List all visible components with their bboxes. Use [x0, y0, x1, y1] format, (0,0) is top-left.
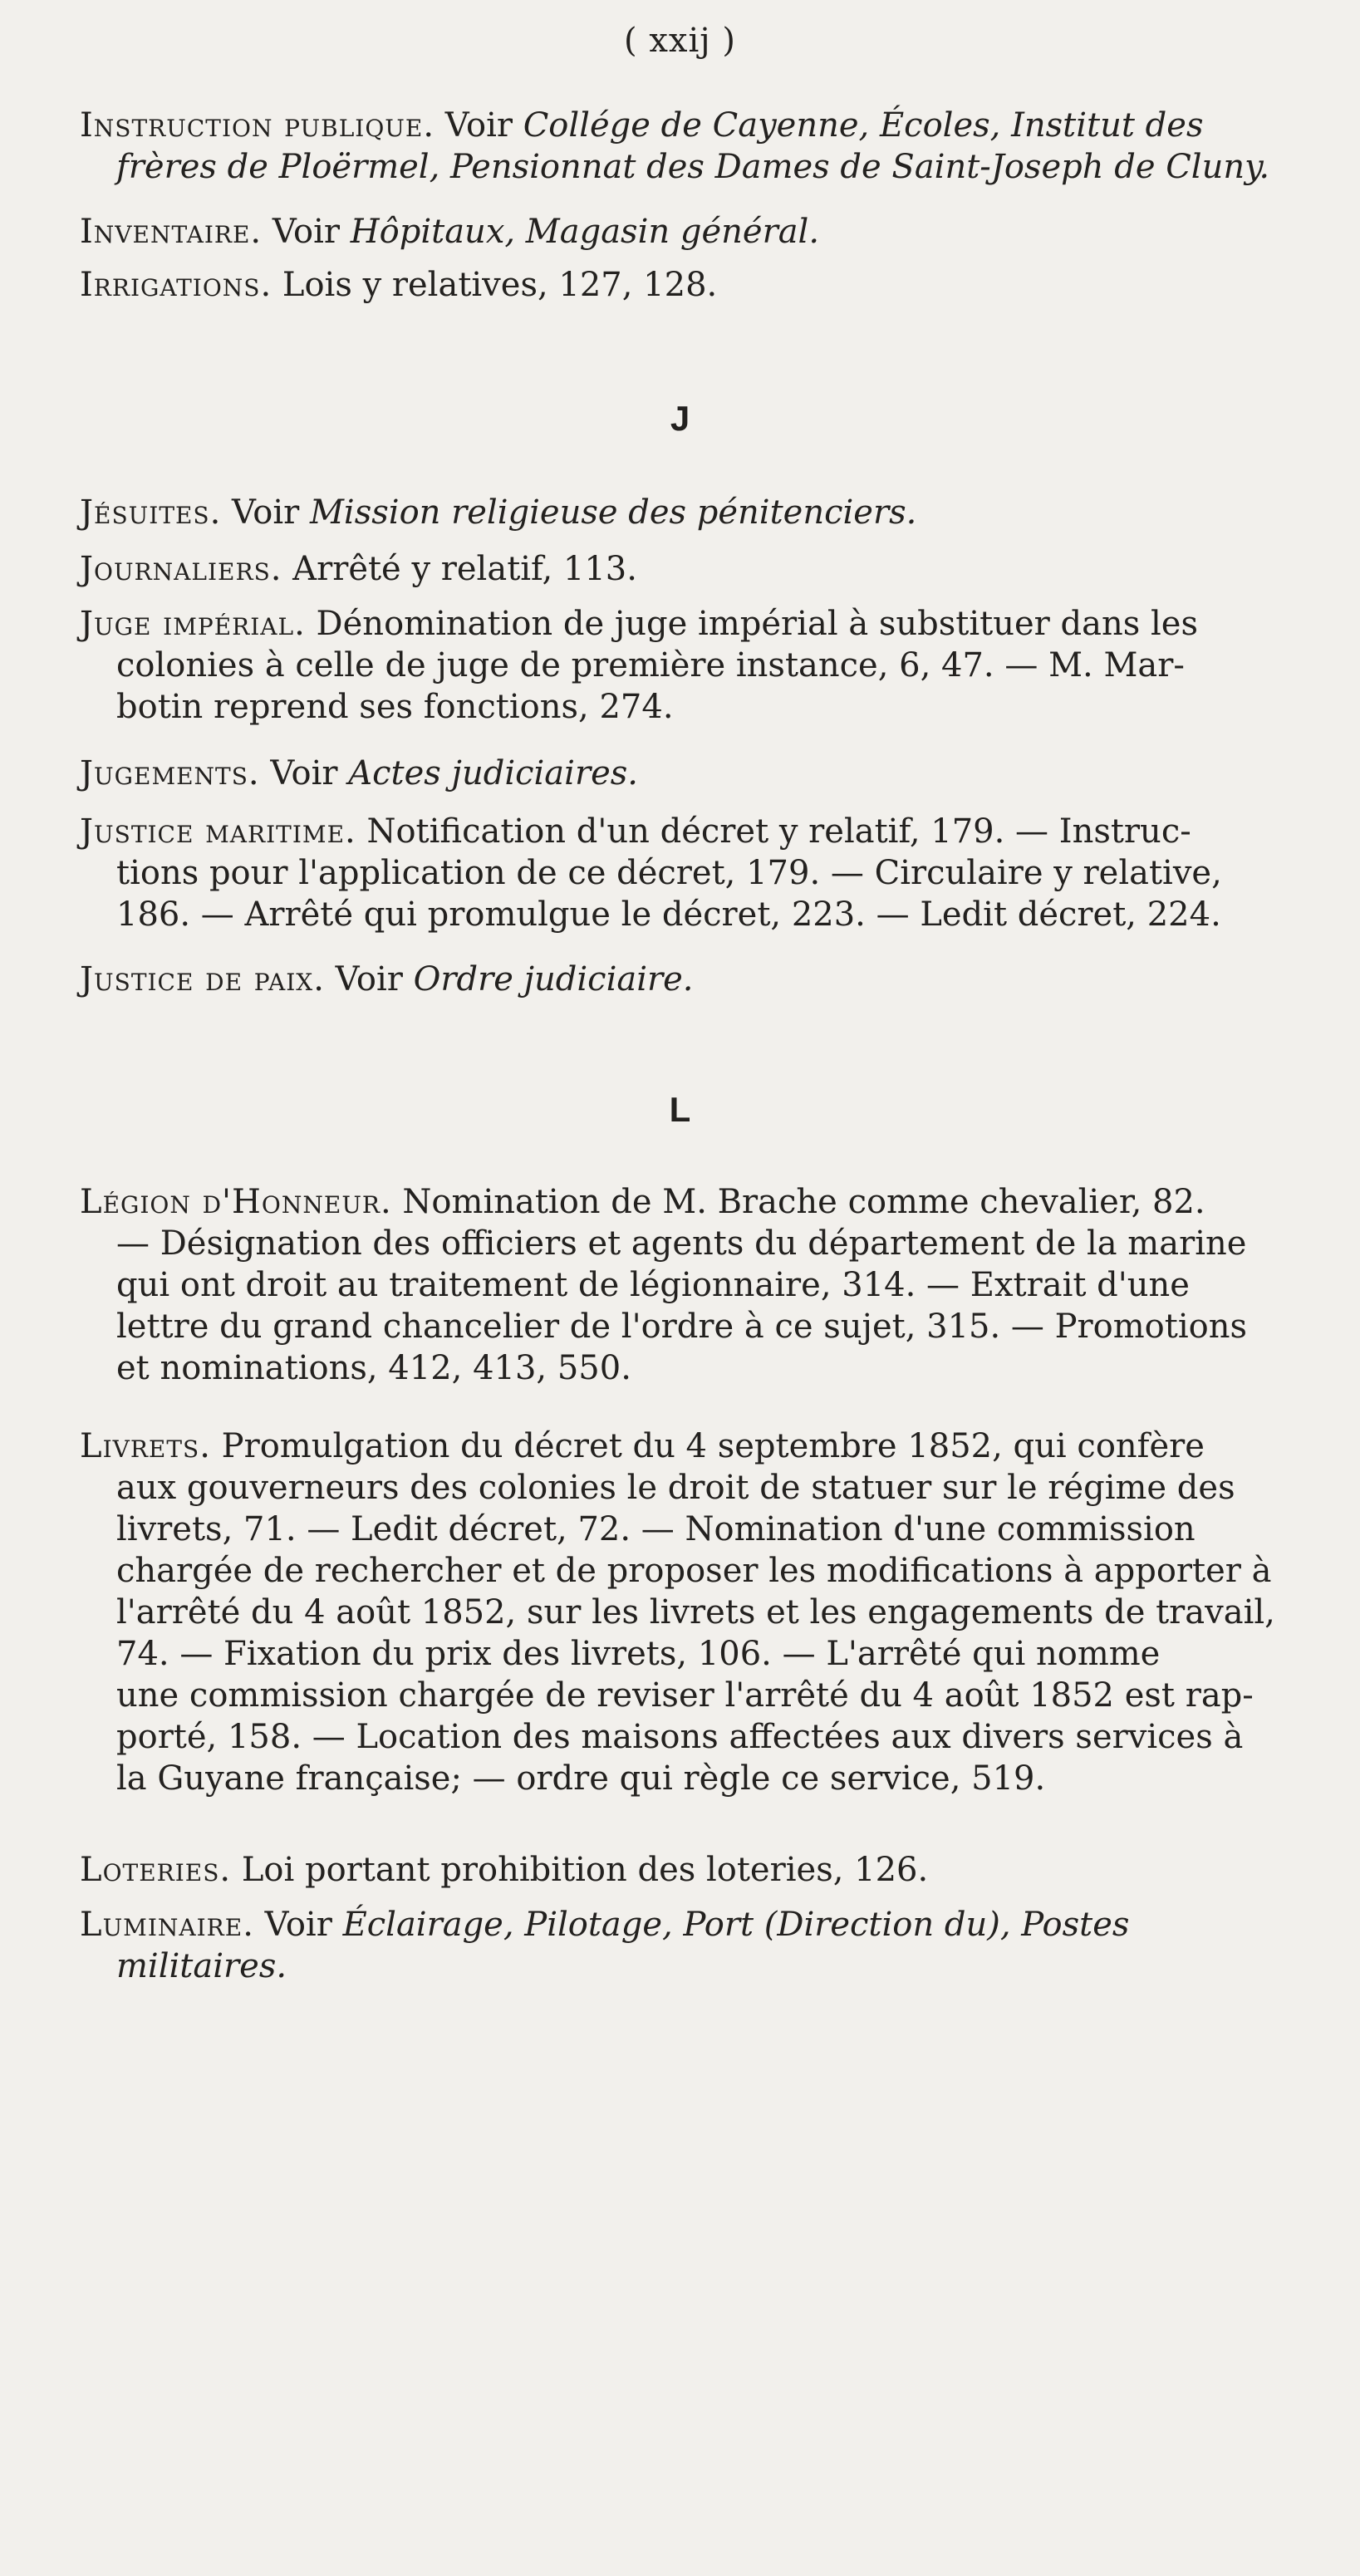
- entry-jesuites: [80, 492, 1334, 533]
- entry-instruction-publique: [80, 105, 1334, 188]
- entry-line: Luminaire. Voir Éclairage, Pilotage, Port (Direction du), Postes: [80, 1906, 1130, 1944]
- entry-line: — Désignation des officiers et agents du département de la marine: [116, 1224, 1247, 1263]
- page-number: ( xxij ): [624, 22, 736, 60]
- entry-line: l'arrêté du 4 août 1852, sur les livrets et les engagements de travail,: [116, 1593, 1275, 1631]
- entry-headword: Instruction publique.: [80, 106, 435, 145]
- cross-reference: Mission religieuse des pénitenciers.: [309, 493, 917, 532]
- entry-headword: Jugements.: [80, 754, 260, 792]
- cross-reference: Ordre judiciaire.: [413, 960, 694, 999]
- cross-reference: Hôpitaux, Magasin général.: [350, 213, 820, 251]
- entry-line: et nominations, 412, 413, 550.: [116, 1349, 631, 1387]
- entry-line: 186. — Arrêté qui promulgue le décret, 223. — Ledit décret, 224.: [116, 895, 1221, 934]
- cross-reference: Éclairage, Pilotage, Port (Direction du), Postes: [342, 1906, 1130, 1944]
- entry-line: porté, 158. — Location des maisons affectées aux divers services à: [116, 1718, 1244, 1756]
- entry-line: Journaliers. Arrêté y relatif, 113.: [80, 550, 637, 588]
- entry-line: une commission chargée de reviser l'arrêté du 4 août 1852 est rap-: [116, 1676, 1254, 1715]
- entry-line: Jugements. Voir Actes judiciaires.: [80, 754, 638, 792]
- entry-juge-imperial: [80, 603, 1334, 728]
- entry-line: Inventaire. Voir Hôpitaux, Magasin général.: [80, 213, 820, 251]
- entry-line: Instruction publique. Voir Collége de Cayenne, Écoles, Institut des: [80, 106, 1204, 145]
- entry-line: livrets, 71. — Ledit décret, 72. — Nomination d'une commission: [116, 1510, 1196, 1548]
- cross-reference: frères de Ploërmel, Pensionnat des Dames de Saint-Joseph de Cluny.: [116, 148, 1270, 186]
- entry-line: Légion d'Honneur. Nomination de M. Brache comme chevalier, 82.: [80, 1183, 1205, 1221]
- entry-line: Loteries. Loi portant prohibition des loteries, 126.: [80, 1851, 929, 1889]
- entry-line: chargée de rechercher et de proposer les modifications à apporter à: [116, 1552, 1272, 1590]
- entry-headword: Juge impérial.: [80, 605, 306, 643]
- entry-journaliers: [80, 548, 1334, 590]
- entry-irrigations: [80, 264, 1334, 306]
- entry-line: botin reprend ses fonctions, 274.: [116, 688, 674, 726]
- entry-line: Juge impérial. Dénomination de juge impérial à substituer dans les: [80, 605, 1198, 643]
- entry-line: tions pour l'application de ce décret, 179. — Circulaire y relative,: [116, 854, 1222, 892]
- entry-headword: Luminaire.: [80, 1906, 254, 1944]
- entry-line: colonies à celle de juge de première instance, 6, 47. — M. Mar-: [116, 646, 1185, 684]
- entry-headword: Loteries.: [80, 1851, 232, 1889]
- entry-headword: Livrets.: [80, 1427, 211, 1465]
- entry-line: Irrigations. Lois y relatives, 127, 128.: [80, 266, 718, 304]
- entry-line: Livrets. Promulgation du décret du 4 septembre 1852, qui confère: [80, 1427, 1205, 1465]
- entry-line: Jésuites. Voir Mission religieuse des pénitenciers.: [80, 493, 917, 532]
- entry-headword: Justice de paix.: [80, 960, 325, 999]
- section-letter-l: L: [669, 1090, 691, 1129]
- entry-headword: Inventaire.: [80, 213, 263, 251]
- entry-headword: Justice maritime.: [80, 812, 356, 851]
- entry-legion-d-honneur: [80, 1181, 1334, 1389]
- entry-justice-maritime: [80, 811, 1334, 935]
- entry-jugements: [80, 753, 1334, 794]
- entry-line: Justice maritime. Notification d'un décret y relatif, 179. — Instruc-: [80, 812, 1191, 851]
- entry-headword: Légion d'Honneur.: [80, 1183, 392, 1221]
- entry-line: Justice de paix. Voir Ordre judiciaire.: [80, 960, 694, 999]
- entry-headword: Journaliers.: [80, 550, 282, 588]
- entry-line: 74. — Fixation du prix des livrets, 106. — L'arrêté qui nomme: [116, 1635, 1161, 1673]
- cross-reference: Collége de Cayenne, Écoles, Institut des: [523, 106, 1204, 145]
- cross-reference: Actes judiciaires.: [348, 754, 638, 792]
- entry-line: aux gouverneurs des colonies le droit de statuer sur le régime des: [116, 1469, 1235, 1507]
- entry-line: lettre du grand chancelier de l'ordre à ce sujet, 315. — Promotions: [116, 1308, 1247, 1346]
- entry-line: la Guyane française; — ordre qui règle ce service, 519.: [116, 1759, 1046, 1798]
- entry-justice-de-paix: [80, 959, 1334, 1000]
- entry-inventaire: [80, 211, 1334, 253]
- cross-reference: militaires.: [116, 1947, 287, 1985]
- entry-loteries: [80, 1849, 1334, 1891]
- entry-luminaire: [80, 1904, 1334, 1987]
- entry-headword: Irrigations.: [80, 266, 272, 304]
- entry-line: qui ont droit au traitement de légionnaire, 314. — Extrait d'une: [116, 1266, 1190, 1304]
- entry-livrets: [80, 1425, 1334, 1799]
- section-letter-j: J: [670, 399, 690, 438]
- entry-headword: Jésuites.: [80, 493, 222, 532]
